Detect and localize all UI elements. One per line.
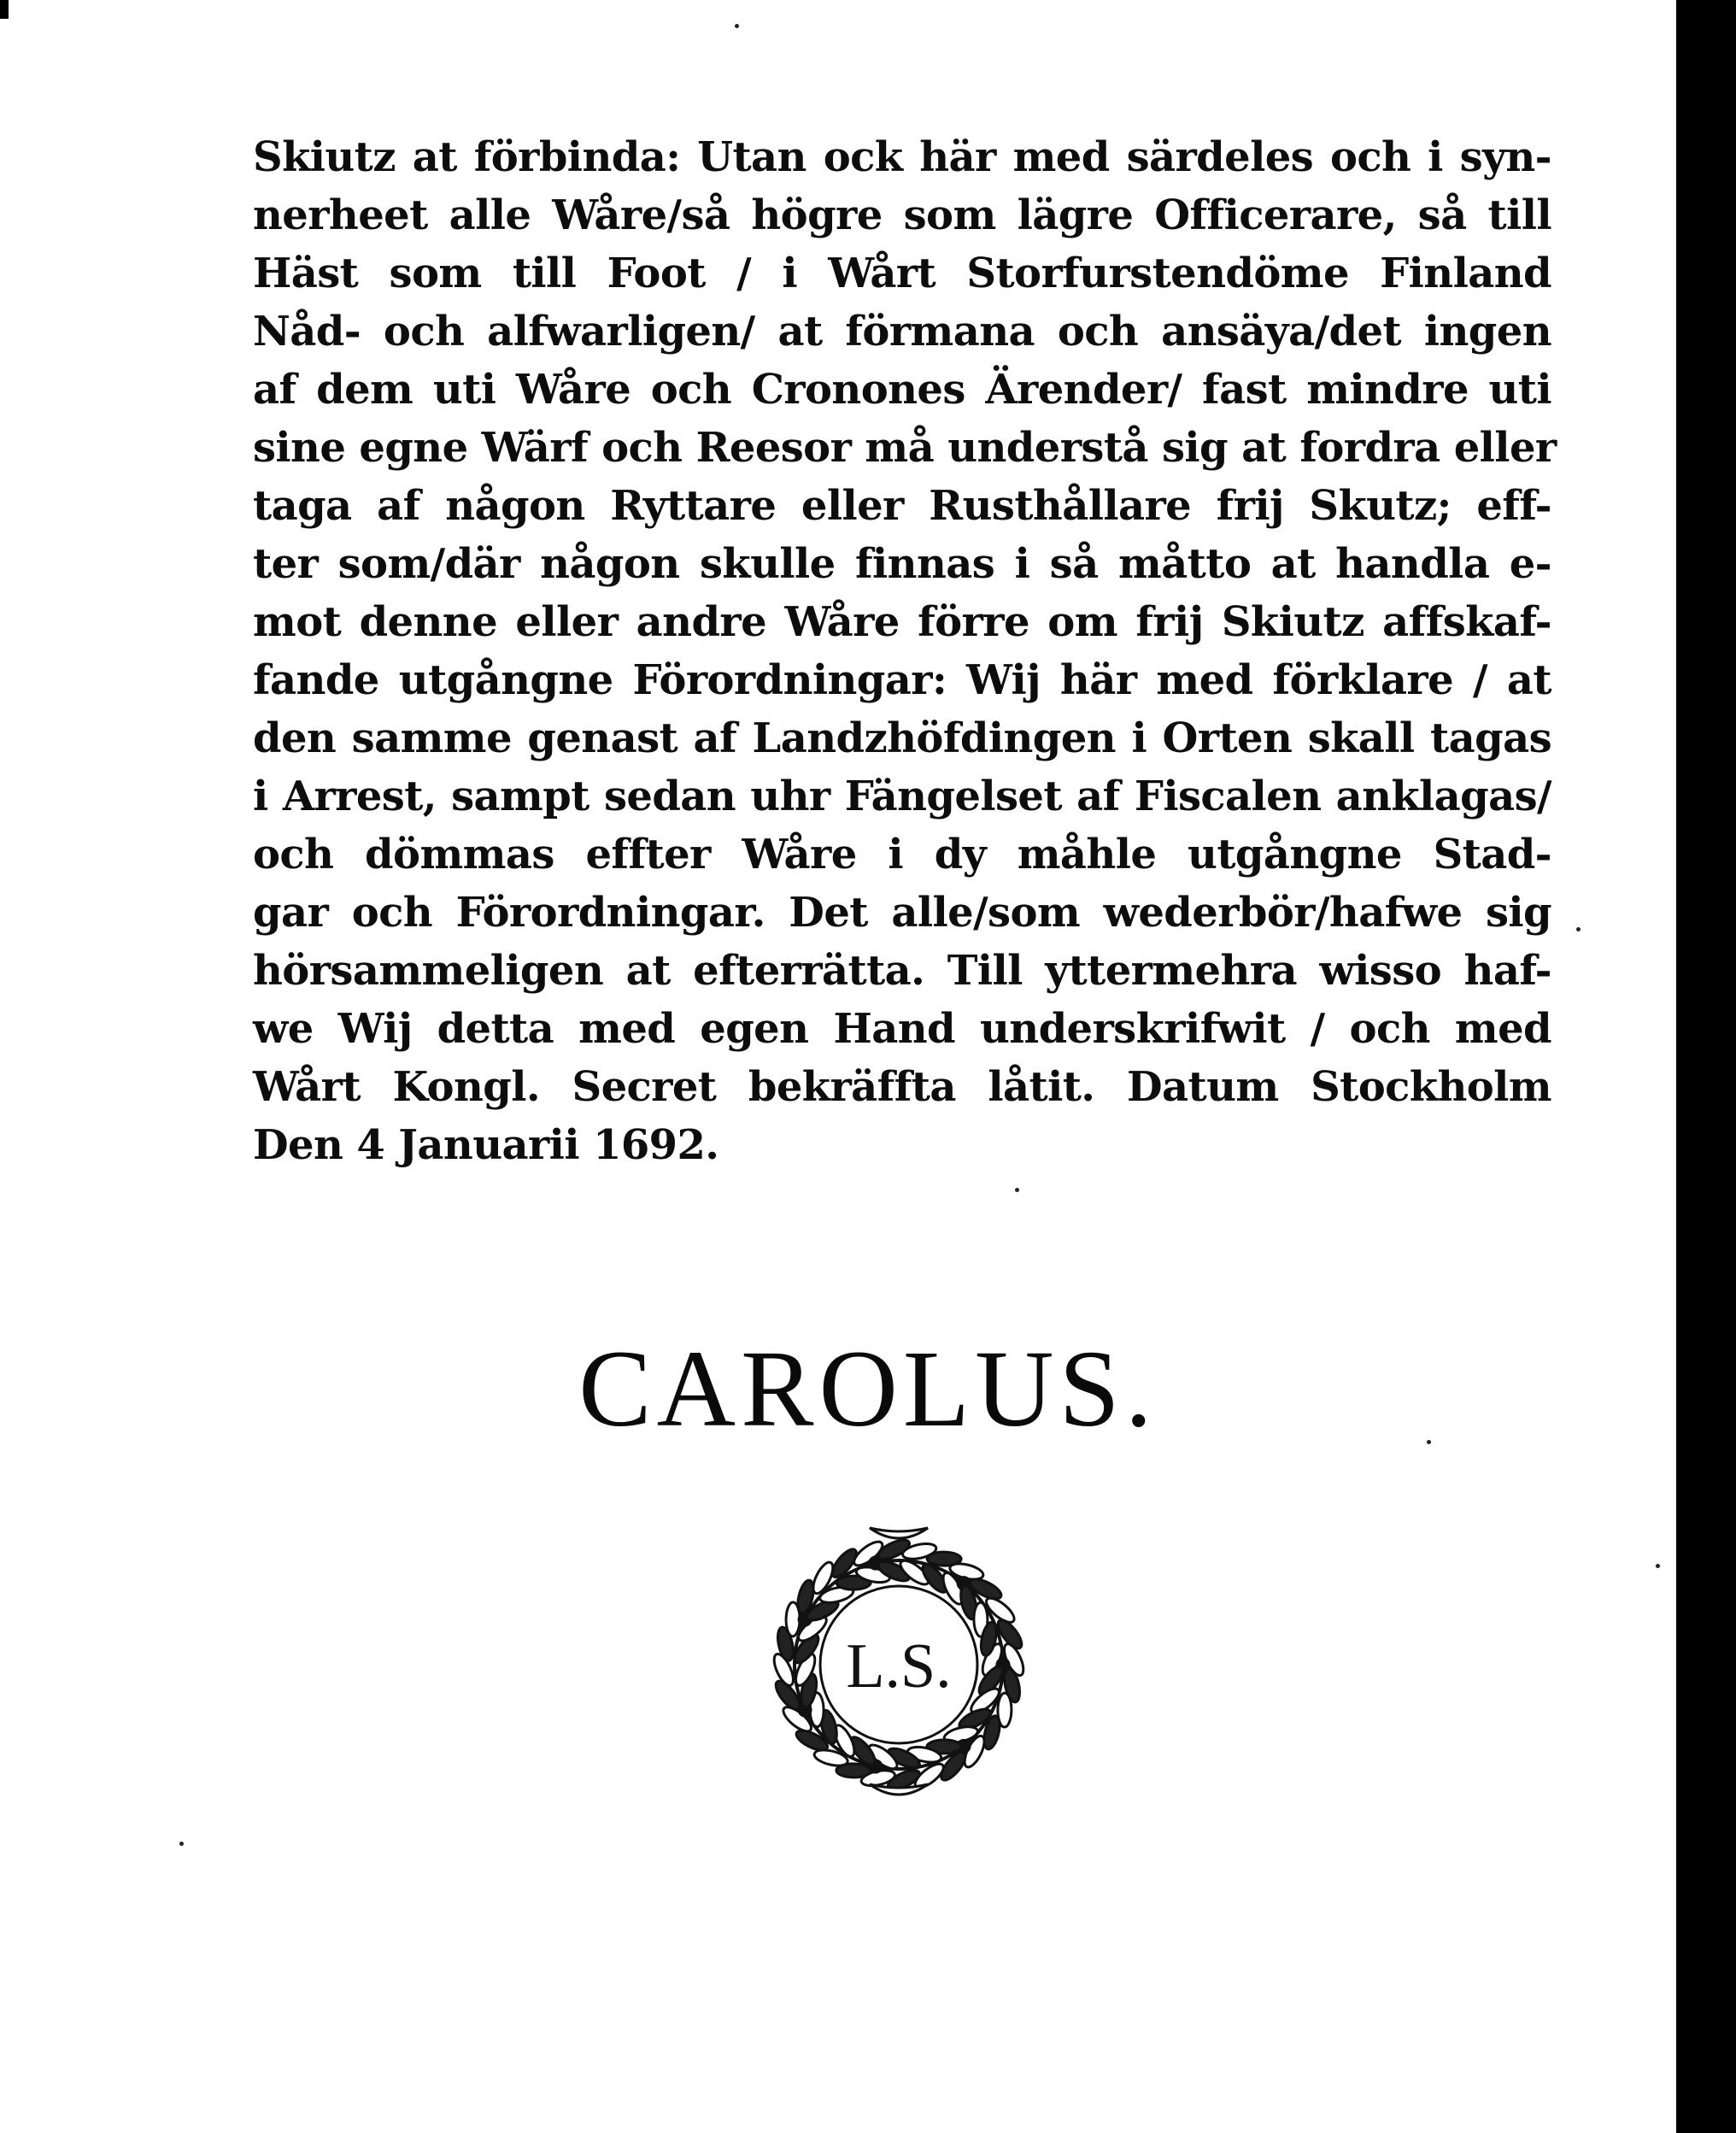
text-line: fande utgångne Förordningar: Wij här med förklare / at	[253, 656, 1551, 704]
text-line: och dömmas effter Wåre i dy måhle utgångne Stad-	[253, 831, 1551, 878]
ink-speck	[1015, 1188, 1019, 1192]
text-line-1b: nerheet alle Wåre/så högre som lägre Officerare, så till	[253, 191, 1551, 239]
seal-label: L.S.	[846, 1631, 952, 1701]
text-line-1a: Skiutz at förbinda: Utan ock här med särdeles och i syn-	[253, 133, 1551, 181]
ink-speck	[1656, 1564, 1660, 1568]
page-edge-shadow	[1676, 0, 1736, 2133]
text-line: sine egne Wärf och Reesor må understå sig at fordra eller	[253, 424, 1557, 472]
text-line: Wårt Kongl. Secret bekräffta låtit. Datum Stockholm	[253, 1063, 1551, 1111]
wreath-icon	[754, 1519, 1044, 1810]
royal-signature: CAROLUS.	[578, 1328, 1158, 1449]
proclamation-text	[253, 128, 1557, 1174]
text-line: i Arrest, sampt sedan uhr Fängelset af Fiscalen anklagas/	[253, 773, 1551, 820]
text-line: ter som/där någon skulle finnas i så måtto at handla e-	[253, 540, 1551, 588]
text-line: Häst som till Foot / i Wårt Storfurstendöme Finland	[253, 250, 1551, 297]
text-line: af dem uti Wåre och Cronones Ärender/ fast mindre uti	[253, 366, 1551, 414]
page-edge-notch	[0, 0, 9, 19]
ink-speck	[179, 1842, 184, 1846]
text-line: Nåd- och alfwarligen/ at förmana och ansäya/det ingen	[253, 308, 1551, 356]
text-line: we Wij detta med egen Hand underskrifwit / och med	[253, 1005, 1551, 1053]
text-line: taga af någon Ryttare eller Rusthållare frij Skutz; eff-	[253, 482, 1551, 530]
text-line: gar och Förordningar. Det alle/som wederbör/hafwe sig	[253, 889, 1551, 937]
seal-wreath	[754, 1519, 1044, 1810]
date-line: Den 4 Januarii 1692.	[253, 1121, 719, 1169]
ink-speck	[735, 24, 739, 28]
text-line: den samme genast af Landzhöfdingen i Orten skall tagas	[253, 714, 1551, 762]
text-line: mot denne eller andre Wåre förre om frij Skiutz affskaf-	[253, 598, 1551, 646]
text-line: hörsammeligen at efterrätta. Till yttermehra wisso haf-	[253, 947, 1551, 995]
ink-speck	[1576, 927, 1581, 931]
wreath-ribbon	[870, 1528, 928, 1538]
